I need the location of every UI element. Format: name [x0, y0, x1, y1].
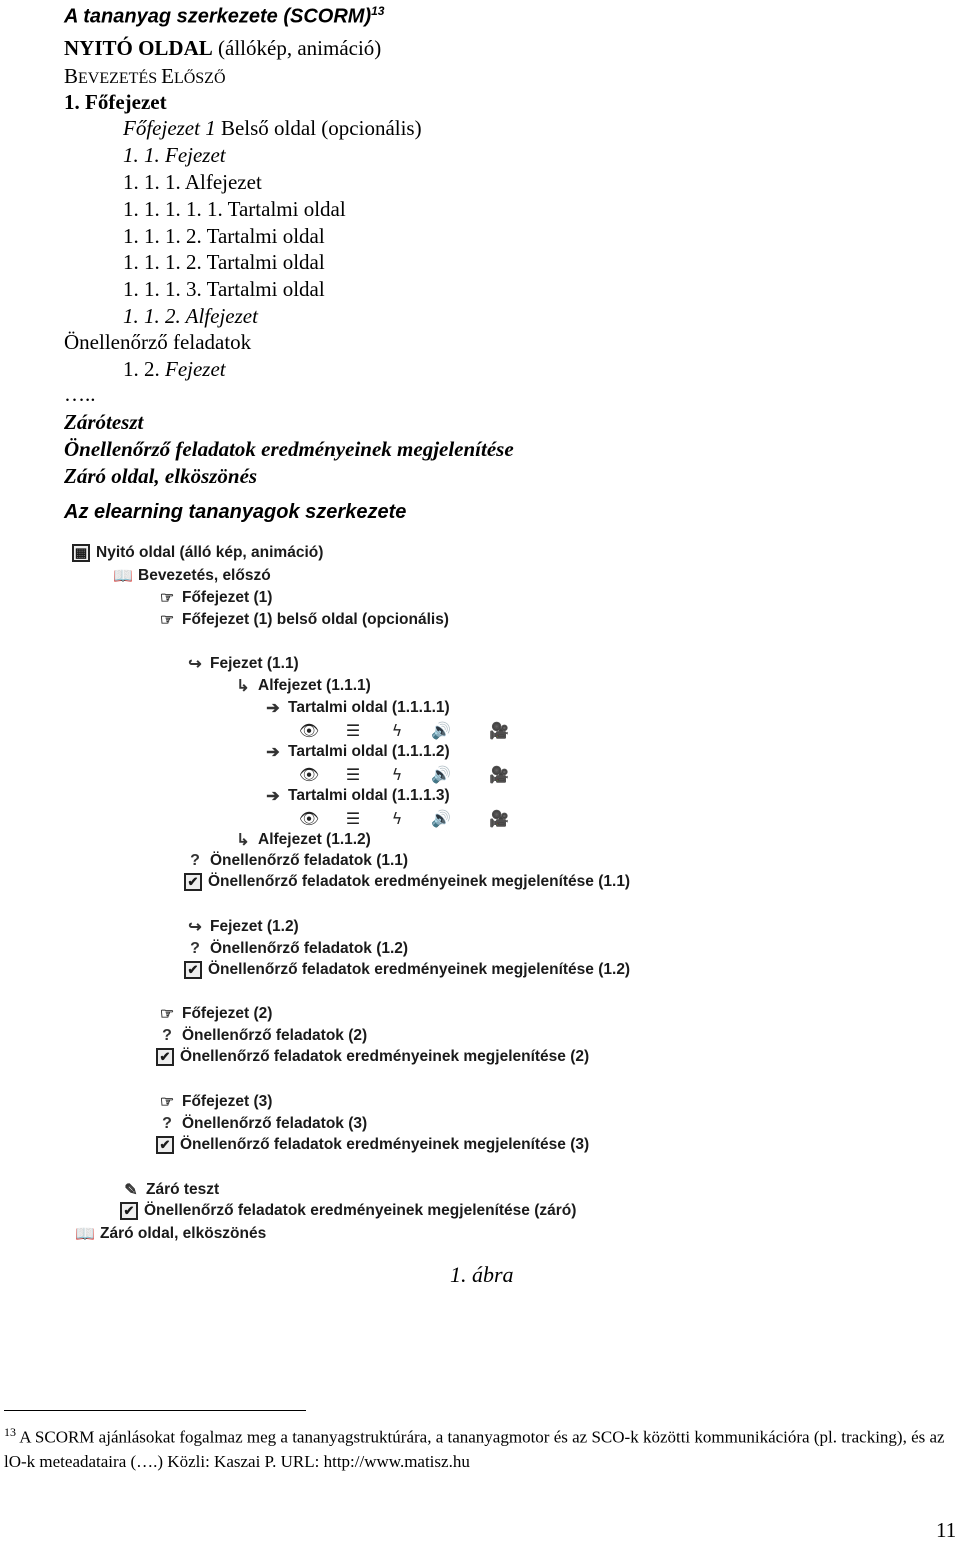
- tree-item-label: Záró teszt: [146, 1181, 220, 1198]
- video-icon: 🎥: [489, 809, 509, 828]
- outline-line-6: 1. 1. 1. Alfejezet: [123, 170, 262, 194]
- pointer-icon: ☞: [159, 1094, 175, 1111]
- tree-item-label: Főfejezet (2): [182, 1005, 273, 1022]
- window-icon: ▦: [72, 544, 90, 562]
- outline-line-8: 1. 1. 1. 2. Tartalmi oldal: [123, 224, 325, 248]
- outline-line-10: 1. 1. 1. 3. Tartalmi oldal: [123, 277, 325, 301]
- tree-item-label: Főfejezet (1) belső oldal (opcionális): [182, 611, 449, 628]
- sound-icon: 🔊: [431, 809, 451, 828]
- tree-item-label: Tartalmi oldal (1.1.1.2): [288, 743, 450, 760]
- outline-line-2: BEVEZETÉS ELŐSZŐ: [64, 64, 226, 88]
- tree-item-label: Fejezet (1.2): [210, 918, 299, 935]
- tree-item[interactable]: [156, 1004, 272, 1024]
- tree-item-label: Bevezetés, előszó: [138, 567, 271, 584]
- book-icon: 📖: [75, 1226, 95, 1243]
- footnote: $^{13}$ A SCORM ajánlásokat fogalmaz meg a tananyagstruktúrára, a tananyagmotor és az SCO-k közötti kommunikációra (pl. tracking), és az lO-k meteadataira (….) Közli: Kaszai P. URL: http://www.matisz.hu: [4, 1425, 945, 1471]
- sound-icon: 🔊: [431, 721, 451, 740]
- checkbox-icon: ✔: [156, 1136, 174, 1154]
- tree-item[interactable]: [112, 566, 271, 586]
- question-icon: ?: [162, 1027, 172, 1044]
- outline-line-11: 1. 1. 2. Alfejezet: [123, 304, 258, 328]
- video-icon: 🎥: [489, 765, 509, 784]
- sound-icon: 🔊: [431, 765, 451, 784]
- question-icon: ?: [190, 940, 200, 957]
- footnote-rule: [4, 1410, 306, 1411]
- tree-item-label: Önellenőrző feladatok eredményeinek megjelenítése (1.1): [208, 873, 631, 890]
- outline-line-7: 1. 1. 1. 1. 1. Tartalmi oldal: [123, 197, 346, 221]
- question-icon: ?: [190, 852, 200, 869]
- structure-tree-figure: [66, 538, 706, 1250]
- tree-item[interactable]: [184, 851, 408, 871]
- outline-line-1: NYITÓ OLDAL (állókép, animáció): [64, 36, 382, 60]
- checkbox-icon: ✔: [120, 1202, 138, 1220]
- pointer-icon: ☞: [159, 612, 175, 629]
- tree-item[interactable]: [232, 830, 371, 850]
- question-icon: ?: [162, 1115, 172, 1132]
- tree-item[interactable]: [156, 1092, 272, 1112]
- right-arrow-icon: ➔: [266, 700, 280, 717]
- tree-item-label: Alfejezet (1.1.2): [258, 831, 371, 848]
- outline-line-5: 1. 1. Fejezet: [123, 143, 226, 167]
- tree-item-label: Önellenőrző feladatok (1.2): [210, 940, 409, 957]
- pointer-icon: ☞: [159, 1006, 175, 1023]
- tree-item[interactable]: [156, 1114, 367, 1134]
- tree-item[interactable]: [156, 1136, 589, 1154]
- tree-item-label: Tartalmi oldal (1.1.1.3): [288, 787, 450, 804]
- tree-item[interactable]: [156, 1026, 367, 1046]
- tree-item[interactable]: [184, 961, 630, 979]
- pointer-icon: ☞: [159, 590, 175, 607]
- lightning-icon: ϟ: [391, 721, 403, 740]
- checkbox-icon: ✔: [156, 1048, 174, 1066]
- tree-item[interactable]: [156, 1048, 589, 1066]
- outline-line-9: 1. 1. 1. 2. Tartalmi oldal: [123, 250, 325, 274]
- tree-item[interactable]: [184, 917, 299, 937]
- figure-caption: 1. ábra: [450, 1262, 514, 1287]
- tree-item[interactable]: [120, 1202, 576, 1220]
- tree-item[interactable]: [120, 1180, 219, 1200]
- section-heading: A tananyag szerkezete (SCORM)$^{13}$: [64, 4, 385, 28]
- eye-icon: 👁: [298, 809, 320, 828]
- tree-item[interactable]: [74, 1224, 266, 1244]
- checkbox-icon: ✔: [184, 873, 202, 891]
- figure-heading: Az elearning tananyagok szerkezete: [64, 501, 407, 523]
- tree-item-label: Önellenőrző feladatok (1.1): [210, 852, 409, 869]
- pencil-icon: ✎: [124, 1182, 138, 1199]
- outline-line-14: …..: [64, 382, 96, 406]
- tree-item-label: Fejezet (1.1): [210, 655, 299, 672]
- media-icon-strip: [298, 721, 510, 740]
- tree-item[interactable]: [262, 786, 450, 806]
- tree-item[interactable]: [184, 939, 408, 959]
- tree-item-label: Nyitó oldal (álló kép, animáció): [96, 544, 324, 561]
- tree-item-label: Önellenőrző feladatok eredményeinek megjelenítése (2): [180, 1048, 590, 1065]
- tree-item-label: Főfejezet (1): [182, 589, 273, 606]
- text-lines-icon: ☰: [345, 765, 361, 784]
- checkbox-icon: ✔: [184, 961, 202, 979]
- curved-arrow-icon: ↪: [188, 919, 202, 936]
- outline-line-17: Záró oldal, elköszönés: [64, 464, 258, 488]
- outline-line-13: 1. 2. Fejezet: [123, 357, 226, 381]
- corner-arrow-icon: ↳: [236, 678, 250, 695]
- curved-arrow-icon: ↪: [188, 656, 202, 673]
- tree-item-label: Önellenőrző feladatok (2): [182, 1027, 368, 1044]
- text-lines-icon: ☰: [345, 721, 361, 740]
- lightning-icon: ϟ: [391, 765, 403, 784]
- tree-item[interactable]: [262, 742, 450, 762]
- tree-item-label: Alfejezet (1.1.1): [258, 677, 371, 694]
- page-number: 11: [936, 1518, 957, 1542]
- tree-item-label: Tartalmi oldal (1.1.1.1): [288, 699, 450, 716]
- tree-item-label: Önellenőrző feladatok eredményeinek megjelenítése (3): [180, 1136, 590, 1153]
- eye-icon: 👁: [298, 721, 320, 740]
- outline-line-16: Önellenőrző feladatok eredményeinek megjelenítése: [64, 437, 514, 461]
- tree-item-label: Önellenőrző feladatok eredményeinek megjelenítése (1.2): [208, 961, 631, 978]
- text-lines-icon: ☰: [345, 809, 361, 828]
- right-arrow-icon: ➔: [266, 744, 280, 761]
- tree-item-label: Záró oldal, elköszönés: [100, 1225, 267, 1242]
- right-arrow-icon: ➔: [266, 788, 280, 805]
- outline-line-12: Önellenőrző feladatok: [64, 330, 252, 354]
- tree-item[interactable]: [184, 873, 630, 891]
- book-icon: 📖: [113, 568, 133, 585]
- media-icon-strip: [298, 765, 510, 784]
- outline-line-3: 1. Főfejezet: [64, 90, 167, 114]
- tree-item[interactable]: [262, 698, 450, 718]
- eye-icon: 👁: [298, 765, 320, 784]
- tree-item[interactable]: [184, 654, 299, 674]
- tree-item-label: Önellenőrző feladatok eredményeinek megjelenítése (záró): [144, 1202, 577, 1219]
- tree-item-label: Önellenőrző feladatok (3): [182, 1115, 368, 1132]
- tree-item-label: Főfejezet (3): [182, 1093, 273, 1110]
- media-icon-strip: [298, 809, 510, 828]
- video-icon: 🎥: [489, 721, 509, 740]
- tree-item[interactable]: [72, 544, 323, 562]
- outline-line-15: Záróteszt: [64, 410, 144, 434]
- corner-arrow-icon: ↳: [236, 832, 250, 849]
- tree-item[interactable]: [156, 588, 272, 608]
- lightning-icon: ϟ: [391, 809, 403, 828]
- outline-line-4: Főfejezet 1 Belső oldal (opcionális): [123, 116, 422, 140]
- tree-item[interactable]: [156, 610, 449, 630]
- tree-item[interactable]: [232, 676, 371, 696]
